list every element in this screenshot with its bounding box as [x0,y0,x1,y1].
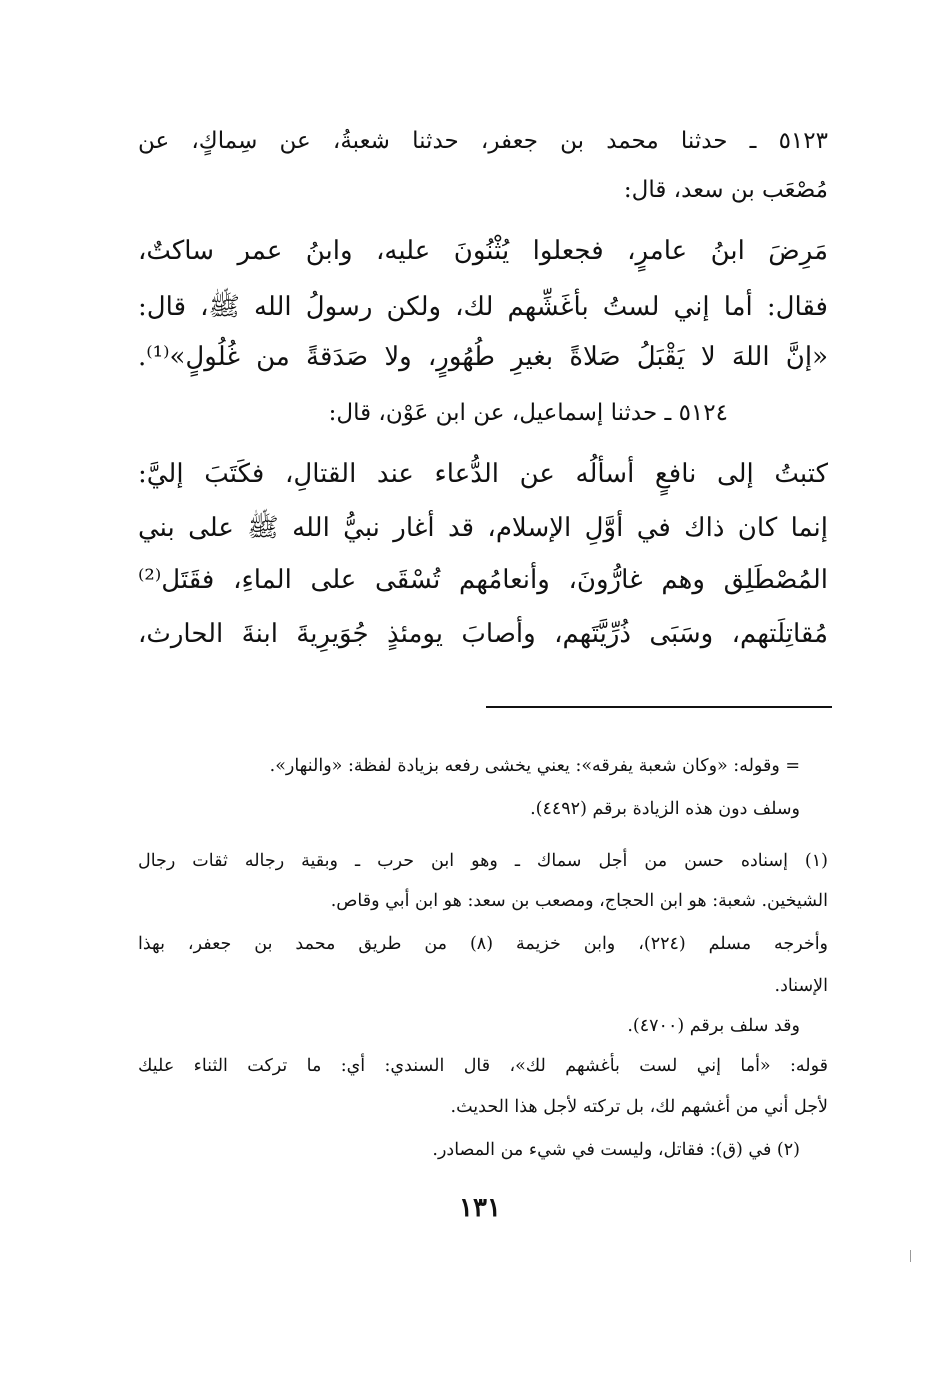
page-number: ١٣١ [459,1193,501,1223]
footnote-line: = وقوله: «وكان شعبة يفرقه»: يعني يخشى رفعه بزيادة لفظة: «والنهار». [269,756,800,776]
footnote-line: وسلف دون هذه الزيادة برقم (٤٤٩٢). [530,799,800,819]
footnote-line: وأخرجه مسلم (٢٢٤)، وابن خزيمة (٨) من طريق محمد بن جعفر، بهذا [138,934,829,954]
hadith-5123-chain-end: مُصْعَب بن سعد، قال: [623,177,828,203]
scan-edge-mark [910,1250,911,1262]
footnote-line: لأجل أني من أغشهم لك، بل تركته لأجل هذا الحديث. [450,1097,828,1117]
hadith-5124-text-line: المُصْطَلِق وهم غارُّونَ، وأنعامُهم تُسْقَى على الماءِ، فقَتَل⁽²⁾ [138,565,828,595]
footnote-line: وقد سلف برقم (٤٧٠٠). [627,1016,800,1036]
footnote-line: (١) إسناده حسن من أجل سماك ـ وهو ابن حرب ـ وبقية رجاله ثقات رجال [138,851,828,871]
footnote-line: الشيخين. شعبة: هو ابن الحجاج، ومصعب بن سعد: هو ابن أبي وقاص. [330,891,828,911]
hadith-5124-chain: ٥١٢٤ ـ حدثنا إسماعيل، عن ابن عَوْن، قال: [328,400,728,426]
hadith-5123-chain: ٥١٢٣ ـ حدثنا محمد بن جعفر، حدثنا شعبةُ، عن سِماكٍ، عن [138,128,828,154]
hadith-5124-text-line: إنما كان ذاك في أوَّلِ الإسلام، قد أغار نبيُّ الله ﷺ على بني [138,513,828,543]
footnote-line: (٢) في (ق): فقاتل، وليست في شيء من المصادر. [432,1140,800,1160]
footnote-line: قوله: «أما إني لست بأغشهم لك»، قال السندي: أي: ما تركت الثناء عليك [138,1056,828,1076]
footnotes [138,0,828,1180]
hadith-5123-text-line: فقال: أما إني لستُ بأغَشِّهم لك، ولكن رسولُ الله ﷺ، قال: [138,292,828,322]
hadith-5124-text-line: كتبتُ إلى نافعٍ أسألُه عن الدُّعاء عند القتالِ، فكَتَبَ إليَّ: [138,459,828,489]
hadith-5124-text-line: مُقاتِلَتهم، وسَبَى ذُرِّيَّتَهم، وأصابَ يومئذٍ جُوَيرِيةَ ابنةَ الحارث، [138,619,828,649]
hadith-5123-text-line: «إنَّ اللهَ لا يَقْبَلُ صَلاةً بغيرِ طُهُورٍ، ولا صَدَقةً من غُلُولٍ»⁽¹⁾. [138,342,828,372]
footnote-line: الإسناد. [774,976,828,996]
hadith-5123-text-line: مَرِضَ ابنُ عامرٍ، فجعلوا يُثْنُونَ عليه، وابنُ عمر ساكتٌ، [138,236,828,266]
